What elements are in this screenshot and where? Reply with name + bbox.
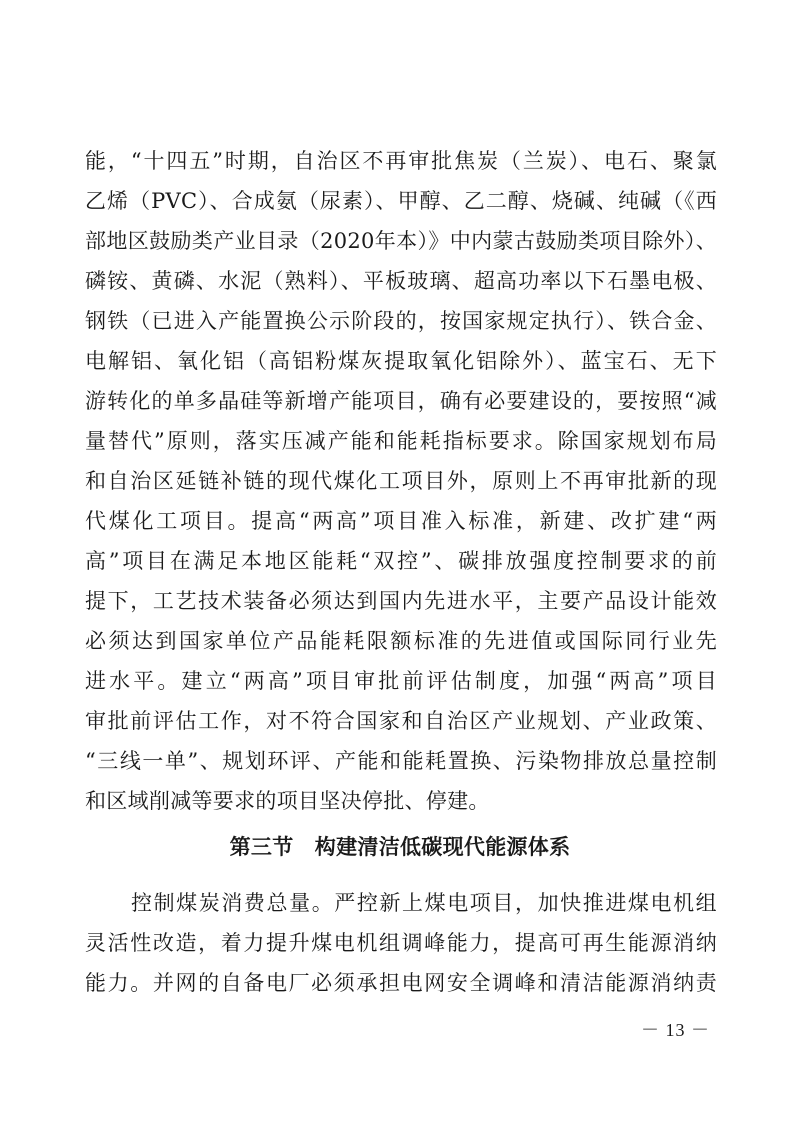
text-line: 能，“十四五”时期，自治区不再审批焦炭（兰炭）、电石、聚氯	[85, 149, 717, 173]
text-line: 量替代”原则，落实压减产能和能耗指标要求。除国家规划布局	[85, 429, 717, 453]
paragraph-continued	[85, 141, 717, 821]
text-line: 控制煤炭消费总量。严控新上煤电项目，加快推进煤电机组	[131, 891, 717, 915]
text-line: 灵活性改造，着力提升煤电机组调峰能力，提高可再生能源消纳	[85, 931, 717, 955]
text-line: 和自治区延链补链的现代煤化工项目外，原则上不再审批新的现	[85, 469, 717, 493]
text-line: 钢铁（已进入产能置换公示阶段的，按国家规定执行）、铁合金、	[85, 309, 717, 333]
text-line: 提下，工艺技术装备必须达到国内先进水平，主要产品设计能效	[85, 589, 717, 613]
text-line: 能力。并网的自备电厂必须承担电网安全调峰和清洁能源消纳责	[85, 971, 717, 995]
text-line: 乙烯（PVC）、合成氨（尿素）、甲醇、乙二醇、烧碱、纯碱（《西	[85, 189, 717, 213]
text-line: 和区域削减等要求的项目坚决停批、停建。	[85, 789, 490, 813]
text-line: 高”项目在满足本地区能耗“双控”、碳排放强度控制要求的前	[85, 549, 717, 573]
page-number: － 13 －	[641, 1020, 710, 1040]
text-line: 代煤化工项目。提高“两高”项目准入标准，新建、改扩建“两	[85, 509, 717, 533]
text-line: “三线一单”、规划环评、产能和能耗置换、污染物排放总量控制	[85, 749, 717, 773]
text-line: 部地区鼓励类产业目录（2020年本）》中内蒙古鼓励类项目除外）、	[85, 229, 717, 253]
text-line: 电解铝、氧化铝（高铝粉煤灰提取氧化铝除外）、蓝宝石、无下	[85, 349, 717, 373]
text-line: 磷铵、黄磷、水泥（熟料）、平板玻璃、超高功率以下石墨电极、	[85, 269, 717, 293]
paragraph-energy	[85, 883, 717, 1003]
text-line: 进水平。建立“两高”项目审批前评估制度，加强“两高”项目	[85, 669, 717, 693]
text-line: 必须达到国家单位产品能耗限额标准的先进值或国际同行业先	[85, 629, 717, 653]
text-line: 游转化的单多晶硅等新增产能项目，确有必要建设的，要按照“减	[85, 389, 717, 413]
text-line: 审批前评估工作，对不符合国家和自治区产业规划、产业政策、	[85, 709, 717, 733]
section-heading: 第三节 构建清洁低碳现代能源体系	[229, 834, 571, 859]
